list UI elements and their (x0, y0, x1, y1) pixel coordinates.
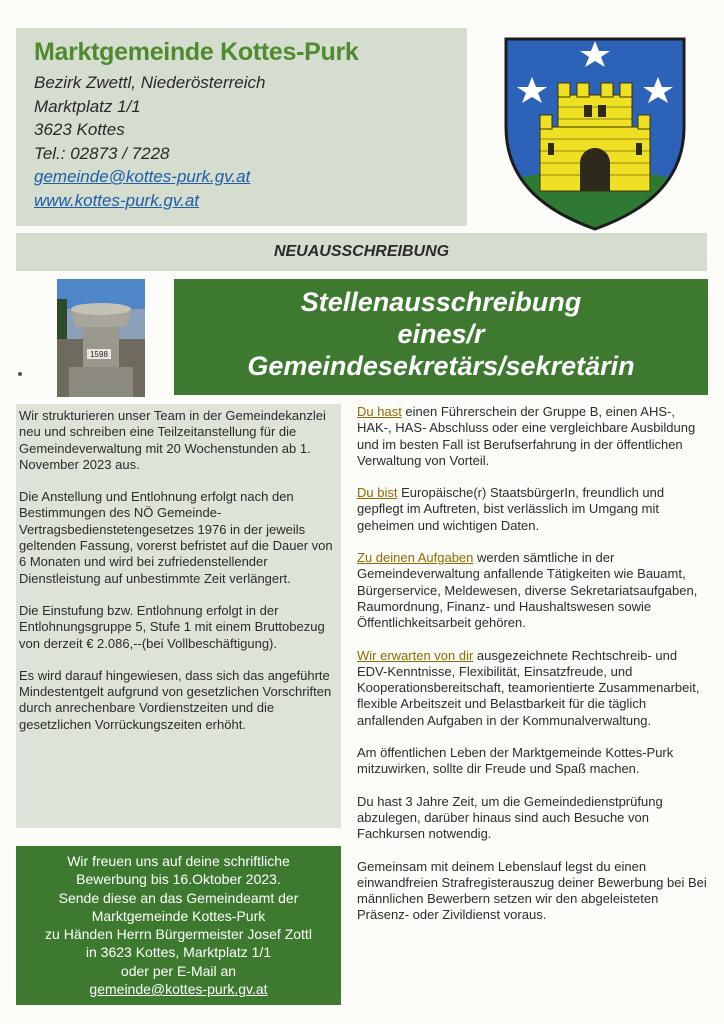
application-line: zu Händen Herrn Bürgermeister Josef Zottl (45, 926, 312, 943)
paragraph-public-life: Am öffentlichen Leben der Marktgemeinde Kottes-Purk mitzuwirken, sollte dir Freude und Spaß machen. (357, 745, 674, 777)
email-link[interactable]: gemeinde@kottes-purk.gv.at (34, 167, 251, 186)
paragraph-text: Europäische(r) StaatsbürgerIn, freundlich und gepflegt im Auftreten, bist verlässlich im Umgang mit geheimen und wichtigen Daten. (357, 485, 665, 533)
district: Bezirk Zwettl, Niederösterreich (34, 73, 266, 92)
job-title-line1: Stellenausschreibung (300, 287, 582, 317)
paragraph-salary: Die Einstufung bzw. Entlohnung erfolgt in der Entlohnungsgruppe 5, Stufe 1 mit einem Bruttobezug von derzeit € 2.086,--(bei Vollbeschäftigung). (19, 602, 325, 651)
highlight-du-bist: Du bist (357, 485, 398, 501)
paragraph-text: werden sämtliche in der Gemeindeverwaltung anfallende Tätigkeiten wie Bauamt, Bürgerservice, Meldewesen, diverse Sekretariatsaufgaben, Raumordnung, Finanz- und Haushaltswesen sowie Öffentlichkeitsarbeit gehören. (357, 550, 698, 631)
application-box (16, 846, 341, 1005)
paragraph-documents: Gemeinsam mit deinem Lebenslauf legst du einen einwandfreien Strafregisterauszug deiner Bewerbung bei Bei männlichen Bewerbern setzen wir den abgeleisteten Präsenz- oder Zivildienst voraus. (357, 858, 707, 923)
application-email-link[interactable]: gemeinde@kottes-purk.gv.at (89, 981, 268, 998)
application-line: in 3623 Kottes, Marktplatz 1/1 (85, 944, 272, 961)
paragraph-tasks (357, 550, 709, 631)
neuausschreibung-banner: NEUAUSSCHREIBUNG (16, 233, 707, 271)
paragraph-personality (357, 485, 709, 534)
city: 3623 Kottes (34, 120, 125, 139)
coat-of-arms-icon (500, 35, 690, 231)
paragraph-text: einen Führerschein der Gruppe B, einen AHS-, HAK-, HAS- Abschluss oder eine vergleichbare Ausbildung und im besten Fall ist Berufserfahrung in der öffentlichen Verwaltung von Vorteil. (357, 404, 696, 468)
paragraph-exam: Du hast 3 Jahre Zeit, um die Gemeindedienstprüfung abzulegen, darüber hinaus sind auch Besuche von Fachkursen notwendig. (357, 793, 663, 842)
phone: Tel.: 02873 / 7228 (34, 143, 170, 163)
paragraph-expectations (357, 648, 709, 729)
bullet-dot (18, 372, 22, 376)
street: Marktplatz 1/1 (34, 96, 141, 116)
org-title: Marktgemeinde Kottes-Purk (34, 38, 359, 66)
job-title-line2: eines/r (397, 319, 485, 349)
job-title-box (174, 279, 708, 395)
highlight-aufgaben: Zu deinen Aufgaben (357, 550, 474, 566)
paragraph-intro: Wir strukturieren unser Team in der Gemeindekanzlei neu und schreiben eine Teilzeitanstellung für die Gemeindeverwaltung mit 20 Wochenstunden ab 1. November 2023 aus. (19, 408, 326, 472)
photo-plaque: 1598 (90, 350, 108, 359)
application-line: Bewerbung bis 16.Oktober 2023. (76, 871, 281, 888)
left-column (16, 404, 341, 828)
paragraph-notice: Es wird darauf hingewiesen, dass sich das angeführte Mindestentgelt aufgrund von gesetzlichen Vorschriften durch anrechenbare Vordienstzeiten und die gesetzlichen Vorrückungszeiten erhöht. (19, 667, 332, 732)
pillory-photo (57, 279, 145, 397)
application-line: Wir freuen uns auf deine schriftliche (67, 853, 290, 869)
address-block (34, 71, 467, 212)
application-line: oder per E-Mail an (120, 962, 237, 979)
paragraph-requirements (357, 404, 709, 469)
highlight-du-hast: Du hast (357, 404, 402, 419)
website-link[interactable]: www.kottes-purk.gv.at (34, 190, 200, 210)
right-column (357, 404, 709, 940)
paragraph-text: ausgezeichnete Rechtschreib- und EDV-Kenntnisse, Flexibilität, Einsatzfreude, und Kooperationsbereitschaft, teamorientierte Zusammenarbeit, flexible Arbeitszeit und Belastbarkeit für die täglich anfallenden Aufgaben in der Kommunalverwaltung. (357, 647, 700, 728)
application-line: Sende diese an das Gemeindeamt der (58, 889, 299, 906)
highlight-erwarten: Wir erwarten von dir (357, 647, 474, 663)
paragraph-employment: Die Anstellung und Entlohnung erfolgt nach den Bestimmungen des NÖ Gemeinde-Vertragsbedienstetengesetzes 1976 in der jeweils geltenden Fassung, vorerst befristet auf die Dauer von 6 Monaten und wird bei zufriedenstellender Dienstleistung auf unbestimmte Zeit verlängert. (19, 489, 333, 586)
job-title-line3: Gemeindesekretärs/sekretärin (247, 351, 635, 381)
application-line: Marktgemeinde Kottes-Purk (91, 907, 266, 924)
header-box (16, 28, 467, 226)
